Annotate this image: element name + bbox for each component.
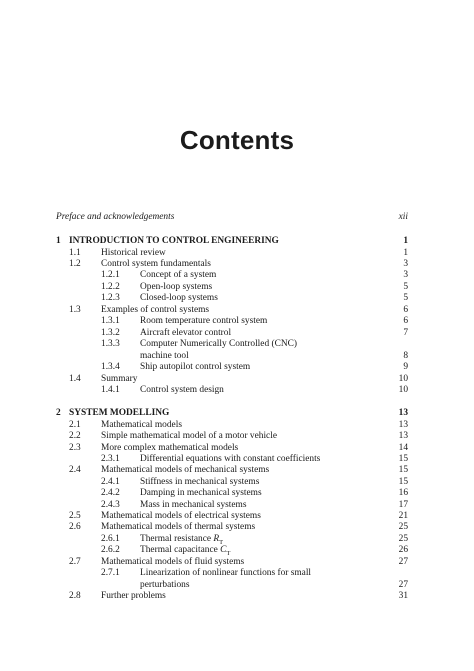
toc-page-number: 25 [398,522,408,532]
toc-entry [56,362,408,373]
toc-title [101,443,238,454]
toc-page-number: 3 [403,270,408,280]
toc-entry [56,270,408,281]
toc-number: 1.2.2 [101,282,120,292]
toc-number: 1.1 [69,248,81,258]
toc-title [140,568,311,579]
toc-title [101,248,166,259]
toc-entry [56,305,408,316]
toc-title-text: Thermal resistance [140,534,212,544]
toc-title-text: Computer Numerically Controlled (CNC) [140,339,298,349]
toc-page-number: 10 [398,385,408,395]
toc-title-text: Control system design [140,385,224,395]
toc-title [140,282,212,293]
toc-title [101,465,269,476]
toc-title-text: Mathematical models of electrical systems [101,511,261,521]
toc-entry [56,339,408,350]
toc-title [101,420,182,431]
toc-title [140,339,297,350]
toc-number: 2.7.1 [101,568,120,578]
toc-number: 2.1 [69,420,81,430]
toc-number: 1.2.1 [101,270,120,280]
toc-title-text: Linearization of nonlinear functions for small [140,568,312,578]
toc-page-number: 17 [398,500,408,510]
toc-number: 2.7 [69,557,81,567]
toc-entry [56,328,408,339]
toc-entry [56,259,408,270]
toc-number: 2.4 [69,465,81,475]
toc-title-text: Mathematical models of mechanical systems [101,465,270,475]
toc-number: 1.2.3 [101,293,120,303]
toc-title-text: Damping in mechanical systems [140,488,262,498]
toc-number: 2 [56,408,61,418]
toc-page-number: 15 [398,454,408,464]
toc-title-text: perturbations [140,580,190,590]
toc-page-number: 16 [398,488,408,498]
toc-entry [56,293,408,304]
toc-entry [56,545,408,556]
toc-number: 1.3.1 [101,316,120,326]
toc-title [140,488,262,499]
toc-entry [56,385,408,396]
toc-page-number: 15 [398,465,408,475]
toc-title [140,477,259,488]
toc-entry [56,431,408,442]
toc-title-text: SYSTEM MODELLING [69,408,170,418]
toc-page-number: 6 [403,305,408,315]
toc-title [140,293,218,304]
toc-page-number: 13 [398,408,408,418]
toc-title-text: Summary [101,374,138,384]
toc-title-text: INTRODUCTION TO CONTROL ENGINEERING [69,236,279,246]
toc-title [101,591,166,602]
toc-page-number: 21 [398,511,408,521]
toc-title [69,408,169,419]
toc-title [140,580,189,591]
toc-page-number: 6 [403,316,408,326]
toc-entry [56,477,408,488]
toc-page-number: 14 [398,443,408,453]
toc-chapter [56,236,408,247]
toc-number: 1.3.3 [101,339,120,349]
toc-page-number: 13 [398,431,408,441]
toc-number: 1.4 [69,374,81,384]
toc-title [140,328,231,339]
toc-number: 2.8 [69,591,81,601]
toc-entry [56,591,408,602]
toc-title-text: Mathematical models of thermal systems [101,522,256,532]
toc-title [56,212,174,223]
toc-number: 2.2 [69,431,81,441]
toc-symbol-subscript: T [219,538,224,546]
toc-page-number: 31 [398,591,408,601]
toc-number: 2.5 [69,511,81,521]
toc-page-number: 25 [398,534,408,544]
toc-title [101,305,209,316]
toc-title [101,374,137,385]
toc-entry [56,580,408,591]
toc-title [140,316,267,327]
toc-title-text: Control system fundamentals [101,259,211,269]
toc-page-number: 8 [403,351,408,361]
toc-title-text: Examples of control systems [101,305,210,315]
toc-symbol: C [220,545,227,555]
toc-page-number: 27 [398,580,408,590]
toc-entry [56,454,408,465]
toc-entry [56,522,408,533]
toc-title-text: Historical review [101,248,166,258]
toc-page-number: xii [398,212,408,222]
toc-title [101,522,255,533]
toc-page-number: 7 [403,328,408,338]
toc-entry [56,351,408,362]
toc-title-text: Mathematical models of fluid systems [101,557,245,567]
toc-title [101,511,261,522]
toc-title-text: Aircraft elevator control [140,328,232,338]
toc-page-number: 27 [398,557,408,567]
toc-number: 2.4.3 [101,500,120,510]
toc-page-number: 13 [398,420,408,430]
toc-title-text: Thermal capacitance [140,545,218,555]
toc-entry [56,443,408,454]
toc-number: 2.3 [69,443,81,453]
toc-entry [56,568,408,579]
toc-title-text: Simple mathematical model of a motor vehicle [101,431,277,441]
toc-number: 1 [56,236,61,246]
toc-title [140,454,320,465]
toc-entry [56,488,408,499]
toc-page-number: 15 [398,477,408,487]
toc-preface [56,212,408,223]
toc-number: 1.4.1 [101,385,120,395]
toc-title-text: Concept of a system [140,270,217,280]
toc-number: 2.4.2 [101,488,120,498]
toc-title [140,270,216,281]
toc-symbol-subscript: T [226,549,231,557]
toc-page-number: 3 [403,259,408,269]
toc-entry [56,248,408,259]
toc-entry [56,557,408,568]
toc-title [101,259,211,270]
toc-title-text: Ship autopilot control system [140,362,251,372]
toc-title-text: Room temperature control system [140,316,268,326]
toc-title-text: machine tool [140,351,189,361]
toc-entry [56,534,408,545]
toc-title [140,385,224,396]
toc-page-number: 1 [403,248,408,258]
toc-title-text: Closed-loop systems [140,293,218,303]
toc-title-text: Preface and acknowledgements [56,212,175,222]
toc-title [101,557,244,568]
toc-entry [56,374,408,385]
toc-number: 2.6 [69,522,81,532]
toc-entry [56,465,408,476]
toc-entry [56,511,408,522]
toc-entry [56,420,408,431]
toc-title [140,362,250,373]
toc-page-number: 5 [403,293,408,303]
toc-title-text: Stiffness in mechanical systems [140,477,260,487]
toc-number: 2.3.1 [101,454,120,464]
toc-title-text: Differential equations with constant coefficients [140,454,321,464]
toc-title-text: More complex mathematical models [101,443,239,453]
toc-number: 1.3 [69,305,81,315]
toc-title [140,351,189,362]
toc-number: 2.6.1 [101,534,120,544]
toc-entry [56,500,408,511]
toc-number: 1.3.4 [101,362,120,372]
toc-entry [56,282,408,293]
toc-page-number: 1 [403,236,408,246]
toc-page-number: 10 [398,374,408,384]
toc-page-number: 9 [403,362,408,372]
toc-page-number: 5 [403,282,408,292]
toc-chapter [56,408,408,419]
toc-title [101,431,277,442]
toc-number: 2.4.1 [101,477,120,487]
toc-page-number: 26 [398,545,408,555]
toc-symbol: R [213,534,220,544]
toc-title-text: Mathematical models [101,420,182,430]
toc-entry [56,316,408,327]
toc-title-text: Further problems [101,591,166,601]
toc-title-text: Mass in mechanical systems [140,500,247,510]
toc-title-text: Open-loop systems [140,282,213,292]
toc-number: 1.3.2 [101,328,120,338]
toc-number: 2.6.2 [101,545,120,555]
toc-number: 1.2 [69,259,81,269]
page-title: Contents [179,125,295,155]
toc-title [140,500,247,511]
toc-title [69,236,279,247]
